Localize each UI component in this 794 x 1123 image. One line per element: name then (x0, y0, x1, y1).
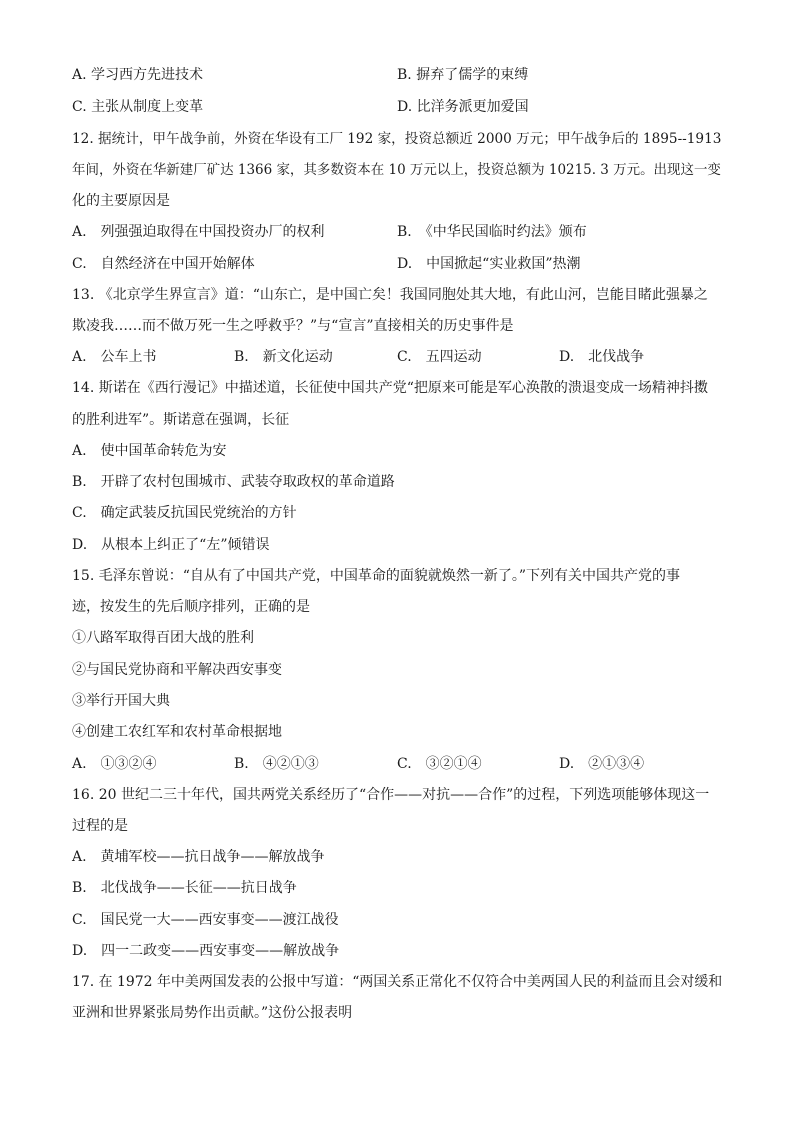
q15-item: ③举行开国大典 (72, 693, 170, 709)
q15-option-b: B. ④②①③ (234, 756, 319, 772)
q14-option-b: B. 开辟了农村包围城市、武装夺取政权的革命道路 (72, 474, 395, 490)
q13-option-a: A. 公车上书 (72, 349, 157, 365)
q16-option-a: A. 黄埔军校——抗日战争——解放战争 (72, 849, 325, 865)
q12-option-a: A. 列强强迫取得在中国投资办厂的权利 (72, 224, 325, 240)
q16-option-d: D. 四一二政变——西安事变——解放战争 (72, 943, 340, 959)
q13-option-b: B. 新文化运动 (234, 349, 333, 365)
q16-option-c: C. 国民党一大——西安事变——渡江战役 (72, 912, 339, 928)
q14-option-c: C. 确定武装反抗国民党统治的方针 (72, 505, 297, 521)
q17-stem-line: 17. 在 1972 年中美两国发表的公报中写道：“两国关系正常化不仅符合中美两国人民的利益而且会对缓和 (72, 974, 723, 990)
q11-option-d: D. 比洋务派更加爱国 (397, 99, 529, 115)
q14-stem-line: 14. 斯诺在《西行漫记》中描述道，长征使中国共产党“把原来可能是军心涣散的溃退变成一场精神抖擞 (72, 380, 708, 396)
q15-stem-line: 15. 毛泽东曾说：“自从有了中国共产党，中国革命的面貌就焕然一新了。”下列有关中国共产党的事 (72, 568, 681, 584)
q15-item: ④创建工农红军和农村革命根据地 (72, 724, 282, 740)
q12-stem-line: 化的主要原因是 (72, 193, 170, 209)
q14-stem-line: 的胜利进军”。斯诺意在强调，长征 (72, 412, 290, 428)
q16-stem-line: 16. 20 世纪二三十年代，国共两党关系经历了“合作——对抗——合作”的过程，下列选项能够体现这一 (72, 787, 710, 803)
q14-option-d: D. 从根本上纠正了“左”倾错误 (72, 537, 270, 553)
q16-option-b: B. 北伐战争——长征——抗日战争 (72, 880, 297, 896)
q15-item: ①八路军取得百团大战的胜利 (72, 630, 254, 646)
q13-stem-line: 13. 《北京学生界宣言》道：“山东亡，是中国亡矣！我国同胞处其大地，有此山河，岂能目睹此强暴之 (72, 287, 708, 303)
q12-option-b: B. 《中华民国临时约法》颁布 (397, 224, 587, 240)
q13-option-c: C. 五四运动 (397, 349, 482, 365)
q12-stem-line: 年间，外资在华新建厂矿达 1366 家，其多数资本在 10 万元以上，投资总额为 10215. 3 万元。出现这一变 (72, 162, 721, 178)
q11-option-c: C. 主张从制度上变革 (72, 99, 204, 115)
q15-option-c: C. ③②①④ (397, 756, 482, 772)
q13-option-d: D. 北伐战争 (559, 349, 645, 365)
q15-option-a: A. ①③②④ (72, 756, 157, 772)
q13-stem-line: 欺凌我……而不做万死一生之呼救乎？”与“宣言”直接相关的历史事件是 (72, 318, 514, 334)
q12-option-c: C. 自然经济在中国开始解体 (72, 256, 255, 272)
q17-stem-line: 亚洲和世界紧张局势作出贡献。”这份公报表明 (72, 1005, 353, 1021)
q15-option-d: D. ②①③④ (559, 756, 645, 772)
q16-stem-line: 过程的是 (72, 818, 128, 834)
q12-option-d: D. 中国掀起“实业救国”热潮 (397, 256, 581, 272)
q15-item: ②与国民党协商和平解决西安事变 (72, 662, 282, 678)
q11-option-a: A. 学习西方先进技术 (72, 67, 204, 83)
q14-option-a: A. 使中国革命转危为安 (72, 443, 227, 459)
q12-stem-line: 12. 据统计，甲午战争前，外资在华设有工厂 192 家，投资总额近 2000 万元；甲午战争后的 1895--1913 (72, 131, 722, 147)
q11-option-b: B. 摒弃了儒学的束缚 (397, 67, 529, 83)
q15-stem-line: 迹，按发生的先后顺序排列，正确的是 (72, 599, 310, 615)
